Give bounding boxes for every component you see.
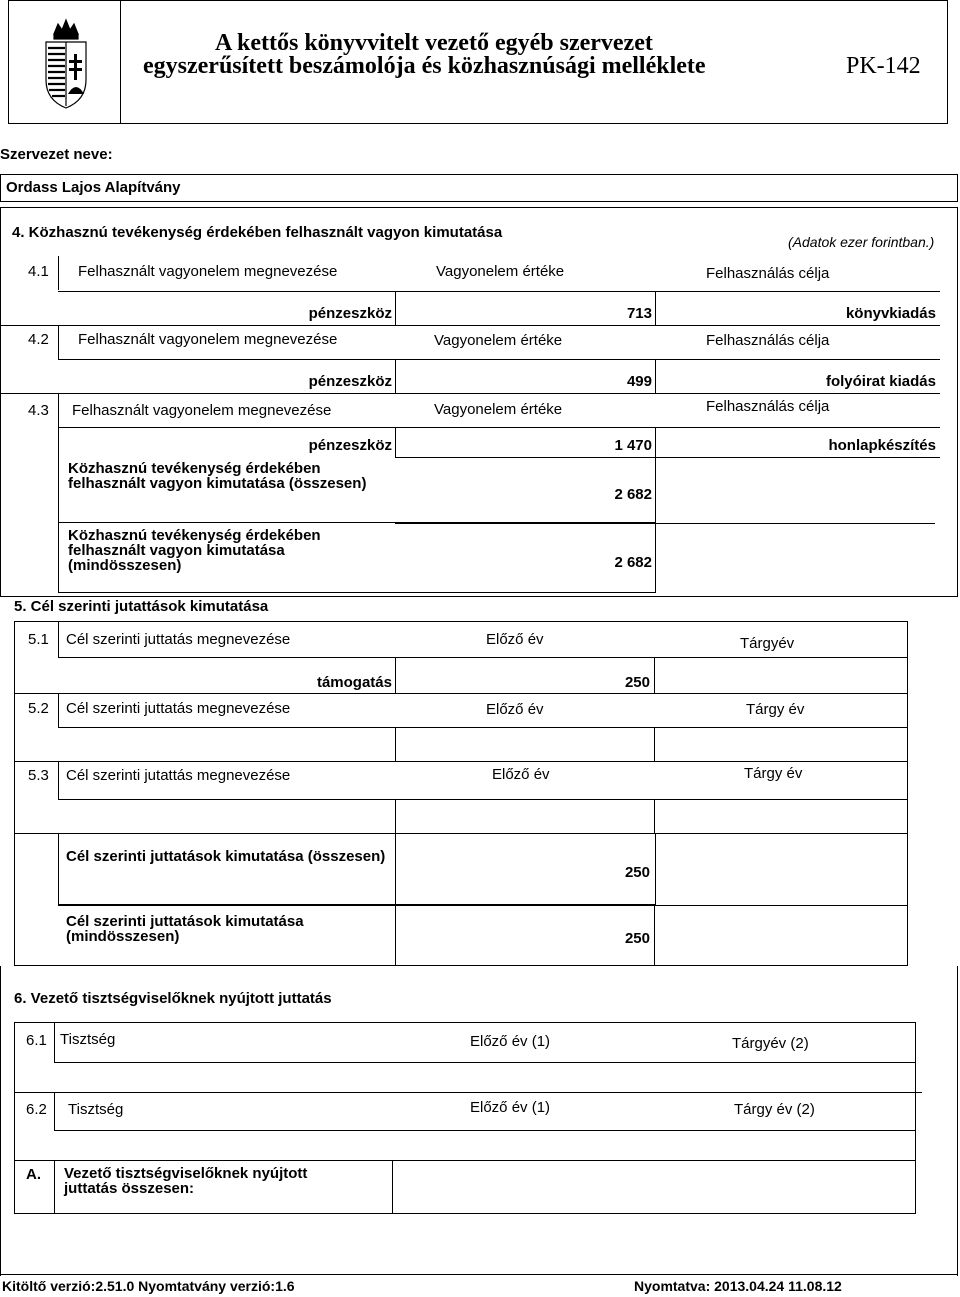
section5-total-underline xyxy=(58,905,908,906)
row-5-2-data-top xyxy=(58,727,908,728)
row-6-2-number: 6.2 xyxy=(26,1101,47,1118)
row-5-3-sep-b xyxy=(654,799,655,833)
section5-grand-total-label: Cél szerinti juttatások kimutatása (mindösszesen) xyxy=(66,913,304,945)
row-4-1-col-purpose: Felhasználás célja xyxy=(706,265,830,282)
row-6-2-col-curr: Tárgy év (2) xyxy=(734,1101,815,1118)
section5-grand-total-sep xyxy=(654,905,655,965)
row-4-2-purpose: folyóirat kiadás xyxy=(825,373,936,390)
unit-note: (Adatok ezer forintban.) xyxy=(788,234,935,250)
section4-grand-total-value: 2 682 xyxy=(614,554,652,571)
row-6-1-col-prev: Előző év (1) xyxy=(470,1033,551,1050)
row-4-1-data-bottom xyxy=(0,325,940,326)
section4-title: 4. Közhasznú tevékenység érdekében felhasznált vagyon kimutatása xyxy=(12,224,503,241)
row-4-1-number: 4.1 xyxy=(28,263,49,280)
row-5-1-num-divider xyxy=(58,621,59,657)
row-6-1-number: 6.1 xyxy=(26,1032,47,1049)
row-4-2-data-bottom xyxy=(0,393,940,394)
row-4-2-col-name: Felhasznált vagyonelem megnevezése xyxy=(78,331,338,348)
row-5-3-col-prev: Előző év xyxy=(492,766,550,783)
header-divider xyxy=(120,0,121,124)
row-5-1-sep-b xyxy=(654,657,655,693)
row-6-2-num-divider xyxy=(54,1092,55,1130)
row-5-2-sep-b xyxy=(654,727,655,761)
row-6-2-data-bottom xyxy=(14,1160,916,1161)
form-title-line-1: A kettős könyvvitelt vezető egyéb szervezet xyxy=(215,30,653,56)
row-6-1-data-top xyxy=(54,1062,916,1063)
row-4-3-num-divider xyxy=(58,393,59,427)
page-frame-right xyxy=(957,966,958,1276)
row-4-2-number: 4.2 xyxy=(28,331,49,348)
row-4-2-sep-a xyxy=(395,359,396,393)
row-5-3-number: 5.3 xyxy=(28,767,49,784)
row-6-2-col-title: Tisztség xyxy=(68,1101,124,1118)
row-4-1-purpose: könyvkiadás xyxy=(845,305,936,322)
row-5-1-number: 5.1 xyxy=(28,631,49,648)
row-4-3-col-name: Felhasznált vagyonelem megnevezése xyxy=(72,402,332,419)
row-5-3-col-name: Cél szerinti jutattás megnevezése xyxy=(66,767,291,784)
row-5-3-sep-a xyxy=(395,799,396,833)
row-4-1-data-top xyxy=(58,291,940,292)
row-4-1-col-name: Felhasznált vagyonelem megnevezése xyxy=(78,263,338,280)
row-4-3-col-purpose: Felhasználás célja xyxy=(706,398,830,415)
row-5-2-col-curr: Tárgy év xyxy=(746,701,805,718)
row-4-1-item: pénzeszköz xyxy=(308,305,392,322)
section5-title: 5. Cél szerinti jutattások kimutatása xyxy=(14,598,269,615)
section5-total-label: Cél szerinti juttatások kimutatása (összesen) xyxy=(66,848,386,865)
row-5-2-col-prev: Előző év xyxy=(486,701,544,718)
row-5-1-col-curr: Tárgyév xyxy=(740,635,795,652)
row-6-1-col-title: Tisztség xyxy=(60,1031,116,1048)
row-4-3-purpose: honlapkészítés xyxy=(828,437,936,454)
section6-total-sep xyxy=(392,1160,393,1214)
hungarian-coat-of-arms-icon xyxy=(40,14,92,114)
row-4-2-sep-b xyxy=(655,359,656,393)
org-name-label: Szervezet neve: xyxy=(0,146,113,163)
row-5-2-col-name: Cél szerinti juttatás megnevezése xyxy=(66,700,291,717)
footer-printed: Nyomtatva: 2013.04.24 11.08.12 xyxy=(634,1278,842,1294)
row-5-1-prev: 250 xyxy=(624,674,650,691)
row-4-3-value: 1 470 xyxy=(614,437,652,454)
form-title-line-2: egyszerűsített beszámolója és közhasznúsági melléklete xyxy=(143,53,706,79)
row-4-3-col-value: Vagyonelem értéke xyxy=(434,401,563,418)
row-4-1-col-value: Vagyonelem értéke xyxy=(436,263,565,280)
row-6-2-col-prev: Előző év (1) xyxy=(470,1099,551,1116)
row-5-2-num-divider xyxy=(58,693,59,727)
row-5-3-col-curr: Tárgy év xyxy=(744,765,803,782)
section6-total-label: Vezető tisztségviselőknek nyújtott juttatás összesen: xyxy=(64,1165,308,1197)
section5-total-value: 250 xyxy=(624,864,650,881)
page-frame-bottom xyxy=(0,1274,958,1275)
row-4-1-sep-b xyxy=(655,291,656,325)
row-4-1-sep-a xyxy=(395,291,396,325)
section5-total-sep xyxy=(395,833,396,965)
row-5-1-col-prev: Előző év xyxy=(486,631,544,648)
org-name-value: Ordass Lajos Alapítvány xyxy=(6,179,181,196)
row-5-1-data-top xyxy=(58,657,908,658)
row-4-1-num-divider xyxy=(58,256,59,290)
row-5-1-col-name: Cél szerinti juttatás megnevezése xyxy=(66,631,291,648)
row-5-1-item: támogatás xyxy=(316,674,392,691)
row-5-2-sep-a xyxy=(395,727,396,761)
footer-version: Kitöltő verzió:2.51.0 Nyomtatvány verzió:1.6 xyxy=(2,1278,295,1294)
section6-title: 6. Vezető tisztségviselőknek nyújtott juttatás xyxy=(14,990,332,1007)
row-5-2-number: 5.2 xyxy=(28,700,49,717)
row-5-1-data-bottom xyxy=(14,693,908,694)
section4-grand-total-label: Közhasznú tevékenység érdekében felhasznált vagyon kimutatása (mindösszesen) xyxy=(68,527,321,574)
row-5-1-sep-a xyxy=(395,657,396,693)
row-5-3-data-top xyxy=(58,799,908,800)
form-code: PK-142 xyxy=(846,53,921,79)
row-4-2-num-divider xyxy=(58,325,59,359)
row-6-1-data-bottom xyxy=(14,1092,922,1093)
row-6-1-num-divider xyxy=(54,1022,55,1062)
row-5-2-data-bottom xyxy=(14,761,908,762)
row-4-3-item: pénzeszköz xyxy=(308,437,392,454)
section4-total-value: 2 682 xyxy=(614,486,652,503)
section6-total-number: A. xyxy=(26,1166,41,1183)
section6-total-num-divider xyxy=(54,1160,55,1214)
row-4-3-number: 4.3 xyxy=(28,402,49,419)
row-6-1-col-curr: Tárgyév (2) xyxy=(732,1035,809,1052)
row-4-1-value: 713 xyxy=(626,305,652,322)
row-5-3-num-divider xyxy=(58,761,59,799)
page-frame-left xyxy=(0,966,1,1276)
row-4-2-item: pénzeszköz xyxy=(308,373,392,390)
row-4-2-col-purpose: Felhasználás célja xyxy=(706,332,830,349)
row-4-2-data-top xyxy=(58,359,940,360)
section4-total-label: Közhasznú tevékenység érdekében felhasznált vagyon kimutatása (összesen) xyxy=(68,460,367,492)
row-6-2-data-top xyxy=(54,1130,916,1131)
row-4-2-col-value: Vagyonelem értéke xyxy=(434,332,563,349)
row-4-2-value: 499 xyxy=(626,373,652,390)
section5-grand-total-value: 250 xyxy=(624,930,650,947)
